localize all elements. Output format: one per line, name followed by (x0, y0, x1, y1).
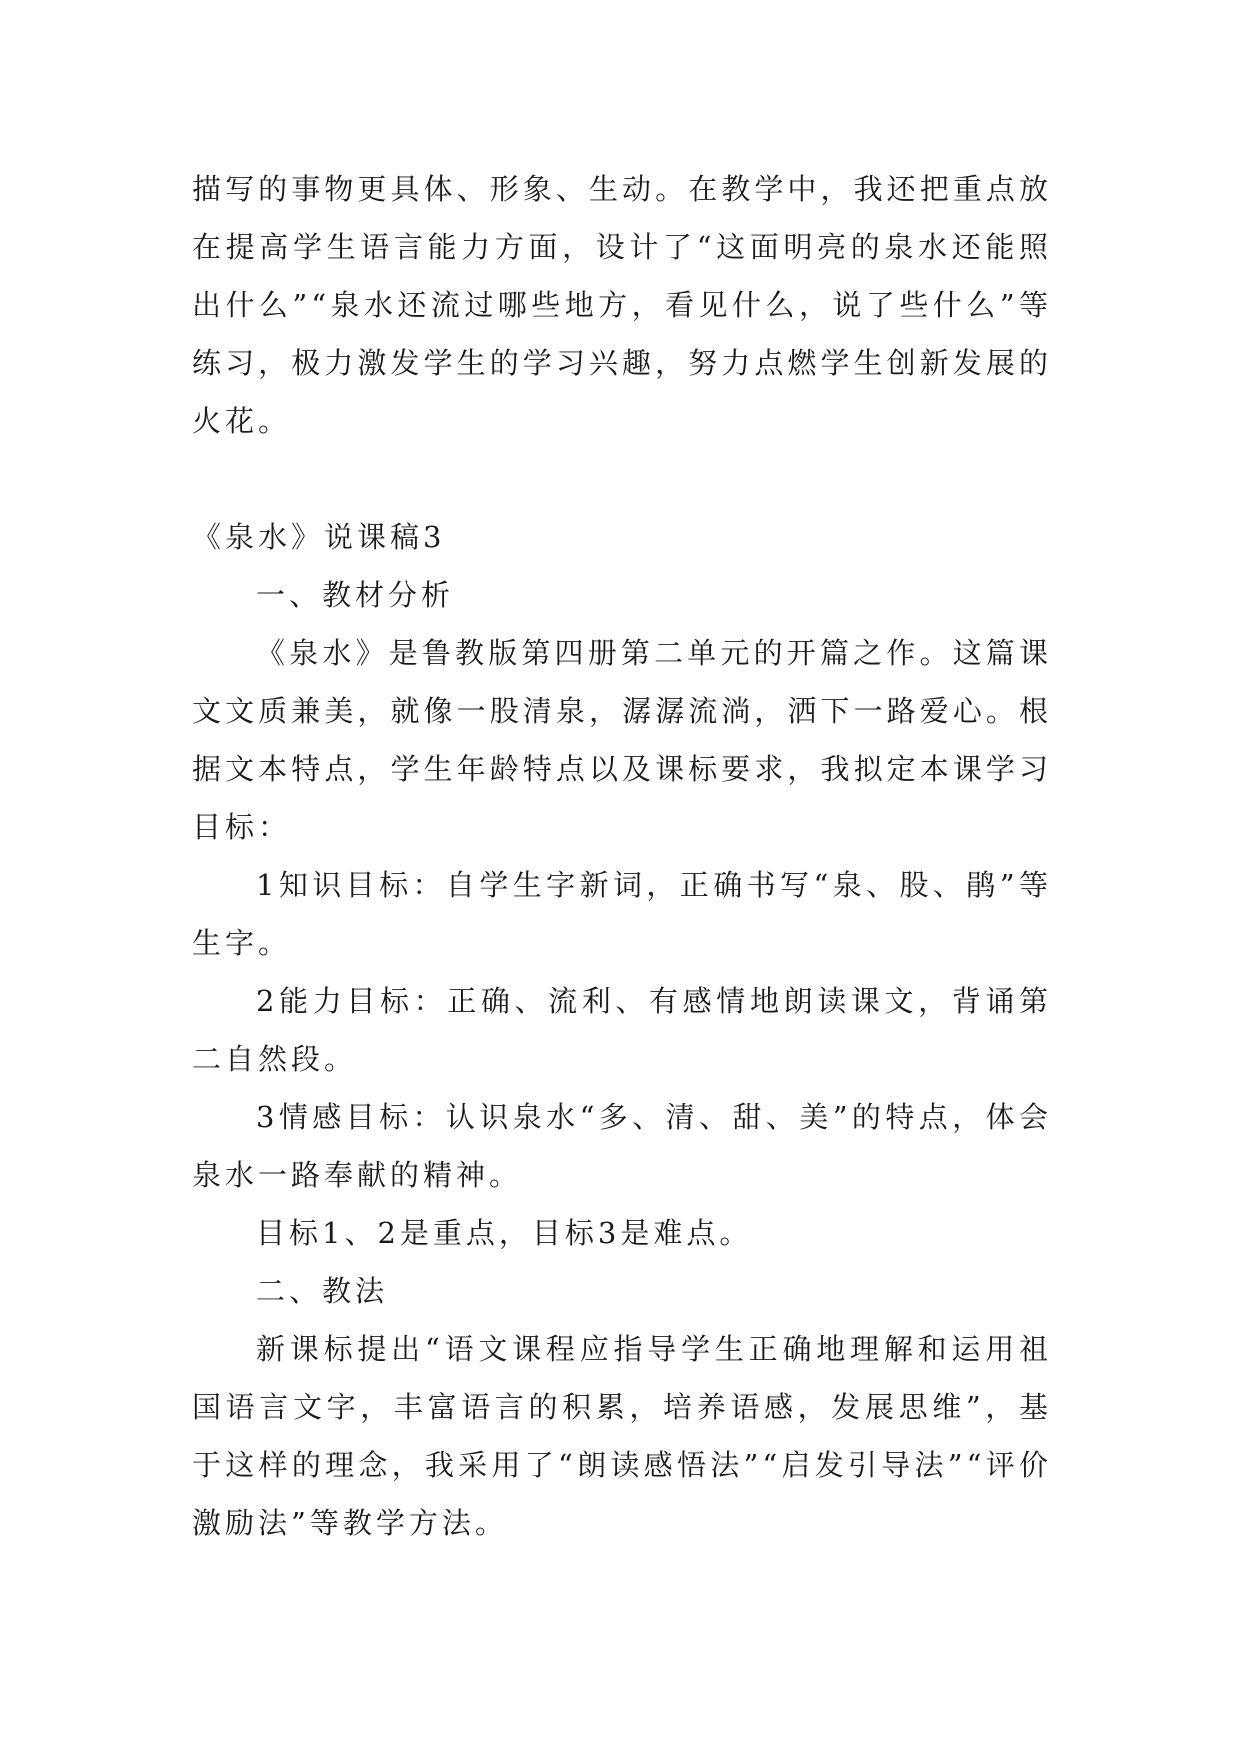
paragraph-textbook-intro: 《泉水》是鲁教版第四册第二单元的开篇之作。这篇课文文质兼美，就像一股清泉，潺潺流淌，洒下一路爱心。根据文本特点，学生年龄特点以及课标要求，我拟定本课学习目标： (192, 636, 1052, 844)
document-body (192, 160, 1052, 1552)
heading-teaching-method: 二、教法 (256, 1274, 389, 1308)
goal-ability: 2能力目标：正确、流利、有感情地朗读课文，背诵第二自然段。 (192, 984, 1052, 1076)
heading-textbook-analysis: 一、教材分析 (256, 578, 455, 612)
section-title: 《泉水》说课稿3 (192, 520, 446, 554)
goal-emotion: 3情感目标：认识泉水“多、清、甜、美”的特点，体会泉水一路奉献的精神。 (192, 1100, 1052, 1192)
paragraph-teaching-method: 新课标提出“语文课程应指导学生正确地理解和运用祖国语言文字，丰富语言的积累，培养语感，发展思维”，基于这样的理念，我采用了“朗读感悟法”“启发引导法”“评价激励法”等教学方法。 (192, 1332, 1052, 1540)
goal-knowledge: 1知识目标：自学生字新词，正确书写“泉、股、鹃”等生字。 (192, 868, 1052, 960)
goal-priority-note: 目标1、2是重点，目标3是难点。 (256, 1216, 753, 1250)
paragraph-continuation: 描写的事物更具体、形象、生动。在教学中，我还把重点放在提高学生语言能力方面，设计了“这面明亮的泉水还能照出什么”“泉水还流过哪些地方，看见什么，说了些什么”等练习，极力激发学生的学习兴趣，努力点燃学生创新发展的火花。 (192, 172, 1052, 438)
